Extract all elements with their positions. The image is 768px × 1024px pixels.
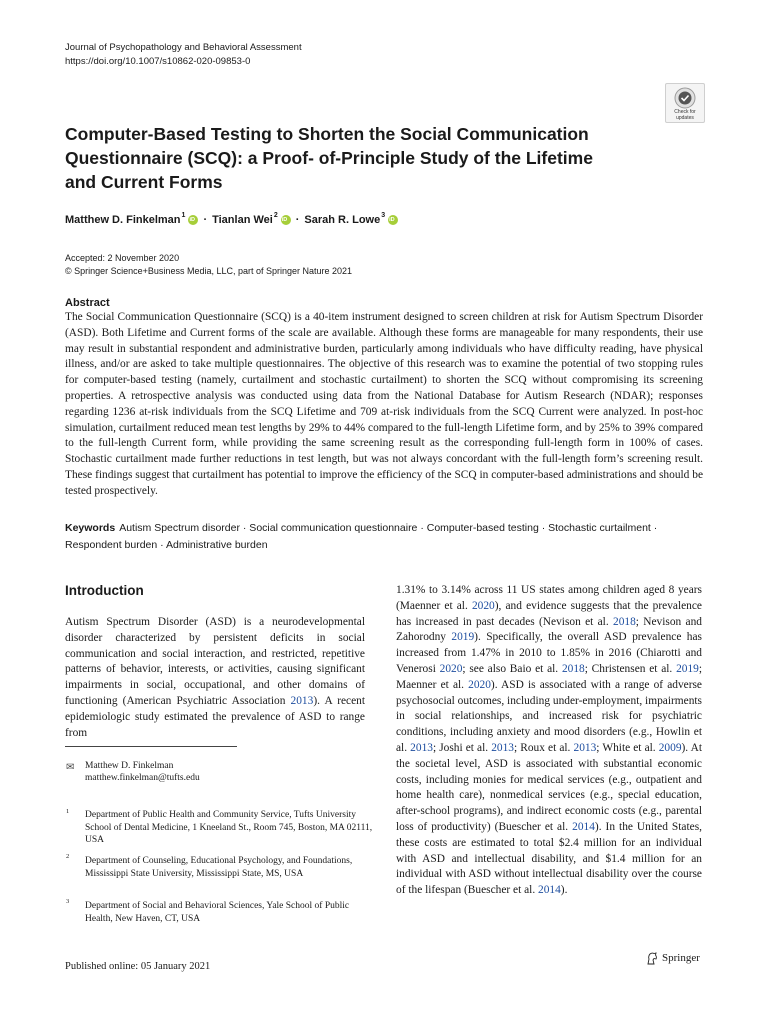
- author-lowe[interactable]: [304, 213, 398, 227]
- citation-link[interactable]: 2020: [439, 662, 463, 675]
- affiliation-number: 2: [66, 853, 70, 860]
- envelope-icon: ✉: [66, 762, 75, 773]
- author-finkelman[interactable]: [65, 213, 198, 227]
- author-affiliation-mark: 3: [381, 212, 386, 219]
- affiliation-text: Department of Social and Behavioral Sciences, Yale School of Public Health, New Haven, CT, USA: [85, 901, 350, 924]
- author-separator: ·: [203, 214, 208, 226]
- article-title: [65, 122, 625, 194]
- affiliation-text: Department of Counseling, Educational Psychology, and Foundations, Mississippi State University, Mississippi State, MS, USA: [85, 856, 353, 879]
- published-online-date: Published online: 05 January 2021: [65, 961, 211, 972]
- introduction-column-left: Autism Spectrum Disorder (ASD) is a neurodevelopmental disorder characterized by persistent deficits in social communication and social interaction, and restricted, repetitive patterns of behavior, interests, or activities, causing significant impairments in social, occupational, and other domains of functioning (American Psychiatric Association 2013). A recent epidemiologic study estimated the prevalence of ASD to range from: [65, 616, 366, 739]
- citation-link[interactable]: 2014: [538, 884, 561, 897]
- citation-link[interactable]: 2019: [451, 631, 475, 644]
- footnote-divider: [65, 746, 237, 747]
- springer-logo: [646, 951, 700, 965]
- check-for-updates-icon: [674, 87, 696, 109]
- author-affiliation-mark: 2: [273, 212, 278, 219]
- springer-horse-icon: [646, 952, 658, 965]
- citation-link[interactable]: 2013: [410, 741, 433, 754]
- introduction-column-right: 1.31% to 3.14% across 11 US states among children aged 8 years (Maenner et al. 2020), and evidence suggests that the prevalence has increased in past decades (Nevison et al. 2018; Nevison and Zahorodny 2019). Specifically, the overall ASD prevalence has increased from 1.47% in 2010 to 1.85% in 2016 (Chiarotti and Venerosi 2020; see also Baio et al. 2018; Christensen et al. 2019; Maenner et al. 2020). ASD is associated with a range of adverse psychosocial outcomes, including under-employment, impairments in social relationships, and increased risk for psychiatric conditions, including anxiety and mood disorders (e.g., Howlin et al. 2013; Joshi et al. 2013; Roux et al. 2013; White et al. 2009). At the societal level, ASD is associated with substantial economic costs, including monies for medical services (e.g., outpatient and home health care), nonmedical services (e.g., special education, after-school programs), and indirect economic costs (e.g., parental loss of productivity) (Buescher et al. 2014). In the United States, these costs are estimated to total $2.4 million for an individual with ASD and intellectual disability, and $1.4 million for an individual with ASD without intellectual disability over the course of the lifespan (Buescher et al. 2014).: [396, 584, 703, 897]
- author-list: [65, 213, 398, 227]
- citation-link[interactable]: 2013: [573, 741, 597, 754]
- corresponding-author-name: Matthew D. Finkelman: [85, 761, 174, 771]
- article-title-line: Computer-Based Testing to Shorten the Social Communication: [65, 124, 589, 144]
- keywords-label: Keywords: [65, 522, 116, 534]
- copyright-notice: © Springer Science+Business Media, LLC, part of Springer Nature 2021: [65, 266, 353, 276]
- author-name: Matthew D. Finkelman: [65, 214, 181, 226]
- springer-wordmark: Springer: [662, 952, 700, 964]
- corresponding-author-email[interactable]: matthew.finkelman@tufts.edu: [85, 773, 200, 783]
- citation-link[interactable]: 2013: [491, 741, 514, 754]
- introduction-heading: Introduction: [65, 583, 144, 598]
- check-for-updates-badge[interactable]: [665, 83, 705, 123]
- abstract-heading: Abstract: [65, 297, 110, 309]
- citation-link[interactable]: 2020: [471, 599, 495, 612]
- author-name: Sarah R. Lowe: [304, 214, 381, 226]
- article-title-line: and Current Forms: [65, 172, 223, 192]
- check-for-updates-label: Check for updates: [674, 109, 696, 121]
- citation-link[interactable]: 2013: [290, 694, 314, 707]
- citation-link[interactable]: 2018: [613, 615, 636, 628]
- orcid-icon[interactable]: [388, 215, 398, 225]
- accepted-date: Accepted: 2 November 2020: [65, 253, 180, 263]
- citation-link[interactable]: 2009: [658, 741, 682, 754]
- citation-link[interactable]: 2020: [468, 678, 491, 691]
- author-affiliation-mark: 1: [181, 212, 186, 219]
- author-wei[interactable]: [212, 213, 291, 227]
- affiliation-number: 1: [66, 808, 70, 815]
- article-title-line: Questionnaire (SCQ): a Proof- of-Principle Study of the Lifetime: [65, 148, 593, 168]
- orcid-icon[interactable]: [281, 215, 291, 225]
- author-name: Tianlan Wei: [212, 214, 273, 226]
- citation-link[interactable]: 2014: [572, 820, 595, 833]
- keywords-list: Autism Spectrum disorder · Social communication questionnaire · Computer-based testing · Stochastic curtailment · Respondent burden · Administrative burden: [65, 522, 658, 551]
- orcid-icon[interactable]: [188, 215, 198, 225]
- affiliation-text: Department of Public Health and Community Service, Tufts University School of Dental Medicine, 1 Kneeland St., Room 745, Boston, MA 02111, USA: [85, 810, 373, 845]
- author-separator: ·: [295, 214, 300, 226]
- abstract-body: The Social Communication Questionnaire (SCQ) is a 40-item instrument designed to screen children at risk for Autism Spectrum Disorder (ASD). Both Lifetime and Current forms of the scale are available. Although these forms are manageable for many respondents, their use may result in substantial respondent and administrative burden, particularly among individuals who have difficulty reading, have physical illness, and/or are asked to take multiple questionnaires. The objective of this research was to examine the potential of two stopping rules for computer-based testing (namely, curtailment and stochastic curtailment) to shorten the SCQ without compromising its screening properties. A retrospective analysis was conducted using data from the National Database for Autism Research (NDAR); responses regarding 1236 at-risk individuals from the SCQ Lifetime and 709 at-risk individuals from the SCQ Current were analyzed. In post-hoc simulation, curtailment reduced mean test lengths by 29% to 44% compared to the full-length Lifetime form, and by 25% to 39% compared to the full-length Current form, while providing the same screening result as the corresponding full-length form in 100% of cases. Stochastic curtailment made further reductions in test length, but was not always concordant with the full-length form’s screening result. These findings suggest that curtailment has potential to improve the efficiency of the SCQ in computer-based administrations and should be tested prospectively.: [65, 311, 703, 497]
- citation-link[interactable]: 2018: [561, 662, 585, 675]
- keywords: [65, 520, 705, 554]
- journal-name: Journal of Psychopathology and Behavioral Assessment: [65, 42, 302, 53]
- doi-link[interactable]: https://doi.org/10.1007/s10862-020-09853-0: [65, 56, 251, 67]
- citation-link[interactable]: 2019: [676, 662, 699, 675]
- affiliation-number: 3: [66, 898, 70, 905]
